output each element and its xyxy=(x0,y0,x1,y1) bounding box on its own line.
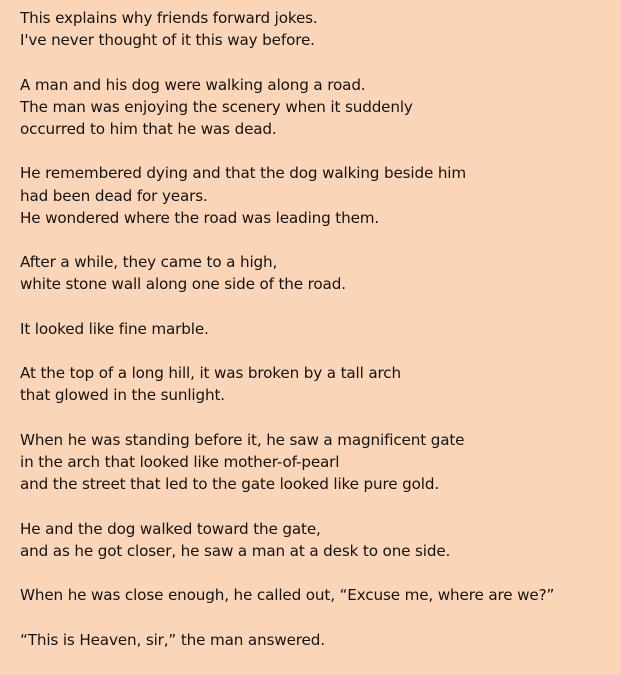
text-line: This explains why friends forward jokes. xyxy=(20,9,318,27)
paragraph xyxy=(20,318,616,340)
text-line: I've never thought of it this way before. xyxy=(20,31,315,50)
text-line: had been dead for years. xyxy=(20,186,208,205)
text-line: A man and his dog were walking along a road. xyxy=(20,75,366,94)
paragraph xyxy=(20,429,616,496)
text-line: When he was standing before it, he saw a magnificent gate xyxy=(20,430,465,449)
text-line: When he was close enough, he called out, “Excuse me, where are we?” xyxy=(20,586,555,605)
text-line: and the street that led to the gate looked like pure gold. xyxy=(20,475,440,494)
text-line: that glowed in the sunlight. xyxy=(20,386,225,405)
text-line: He and the dog walked toward the gate, xyxy=(20,519,321,538)
text-line: and as he got closer, he saw a man at a desk to one side. xyxy=(20,541,451,560)
paragraph xyxy=(20,518,616,562)
text-line: white stone wall along one side of the road. xyxy=(20,275,346,294)
paragraph xyxy=(20,584,616,606)
paragraph xyxy=(20,162,616,229)
paragraph xyxy=(20,251,616,295)
text-line: He wondered where the road was leading them. xyxy=(20,208,380,227)
text-line: At the top of a long hill, it was broken by a tall arch xyxy=(20,364,401,383)
text-line: The man was enjoying the scenery when it suddenly xyxy=(20,97,413,116)
paragraph xyxy=(20,74,616,141)
paragraph-intro xyxy=(20,7,616,51)
text-line: “This is Heaven, sir,” the man answered. xyxy=(20,630,325,649)
story-text xyxy=(20,7,616,651)
paragraph xyxy=(20,362,616,406)
text-line: occurred to him that he was dead. xyxy=(20,120,277,138)
paragraph xyxy=(20,629,616,651)
text-line: in the arch that looked like mother-of-pearl xyxy=(20,452,340,471)
text-line: After a while, they came to a high, xyxy=(20,253,278,272)
text-line: It looked like fine marble. xyxy=(20,319,209,338)
text-line: He remembered dying and that the dog walking beside him xyxy=(20,164,467,183)
